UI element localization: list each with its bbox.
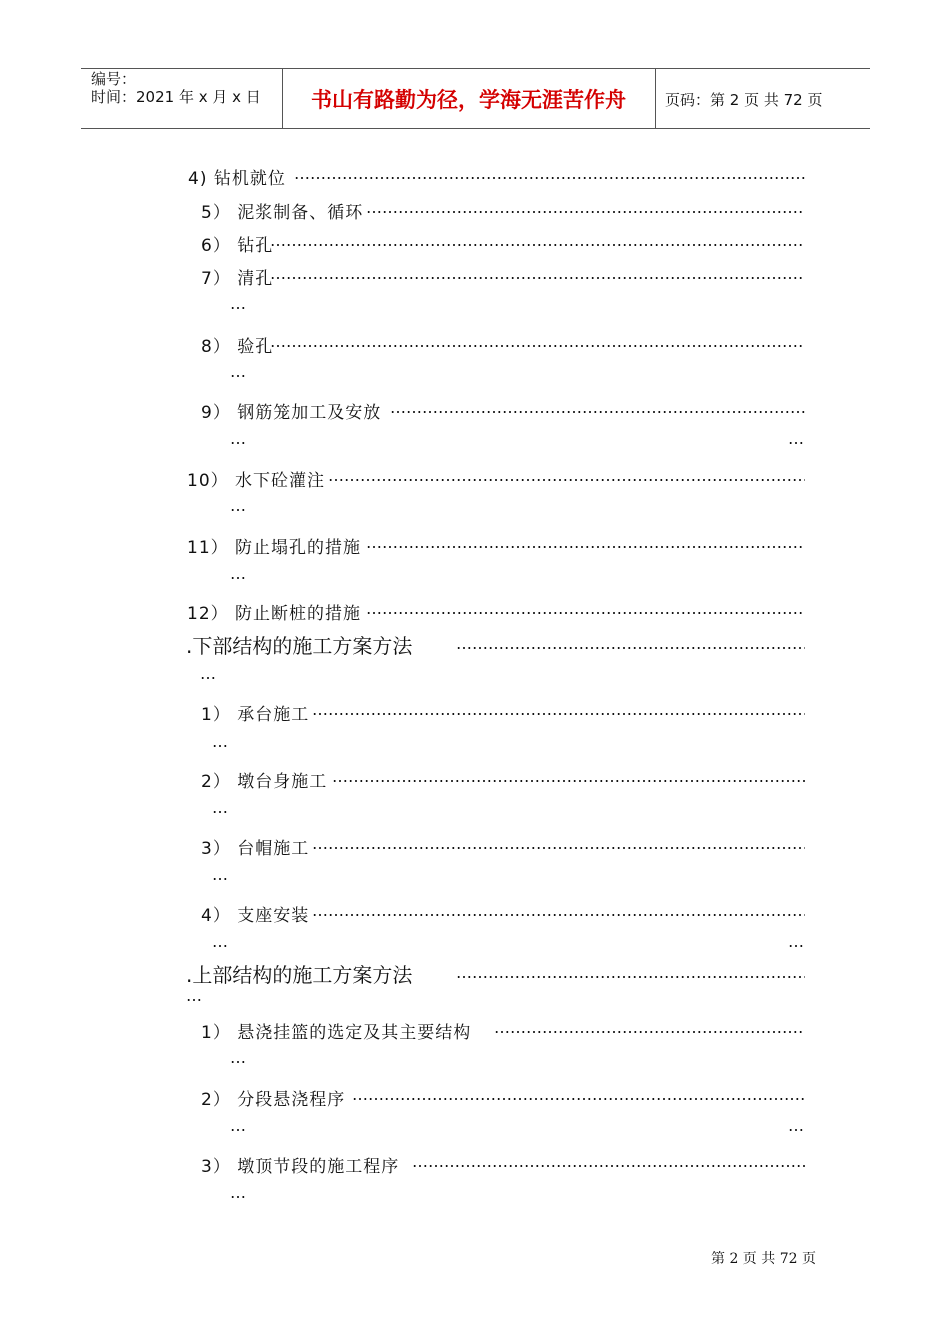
toc-continuation: … (230, 429, 246, 448)
toc-leader (270, 332, 805, 352)
toc-entry-label: 9） 钢筋笼加工及安放 (201, 403, 382, 423)
toc-entry-label: 10） 水下砼灌注 (187, 471, 326, 491)
toc-leader (494, 1018, 805, 1038)
toc-leader (412, 1152, 805, 1172)
toc-entry-label: 4) 钻机就位 (188, 169, 286, 189)
toc-continuation: … (212, 798, 228, 817)
toc-continuation: … (212, 732, 228, 751)
toc-continuation-right: … (788, 1116, 804, 1135)
toc-entry-label: 3） 台帽施工 (201, 839, 310, 859)
toc-continuation: … (230, 1116, 246, 1135)
toc-leader (456, 630, 805, 654)
toc-entry-label: 1） 承台施工 (201, 705, 310, 725)
toc-continuation: … (212, 932, 228, 951)
toc-entry-label: 8） 验孔 (201, 337, 274, 357)
number-label: 编号： (91, 70, 137, 88)
toc-section-label: .上部结构的施工方案方法 (186, 963, 413, 987)
toc-leader (366, 533, 805, 553)
toc-continuation: … (212, 865, 228, 884)
page-footer: 第 2 页 共 72 页 (711, 1251, 816, 1267)
toc-leader (312, 901, 805, 921)
toc-leader (270, 264, 805, 284)
toc-leader (390, 398, 805, 418)
toc-continuation: … (200, 664, 216, 683)
toc-continuation: … (186, 986, 202, 1005)
toc-leader (294, 164, 805, 184)
toc-leader (312, 834, 805, 854)
toc-entry-label: 2） 墩台身施工 (201, 772, 328, 792)
toc-continuation-right: … (788, 932, 804, 951)
header-divider (655, 68, 656, 128)
toc-leader (328, 466, 805, 486)
toc-continuation: … (230, 1183, 246, 1202)
toc-entry-label: 7） 清孔 (201, 269, 274, 289)
header-bottom-rule (81, 128, 870, 129)
toc-continuation-right: … (788, 429, 804, 448)
toc-leader (270, 231, 805, 251)
toc-leader (366, 599, 805, 619)
header-page-label: 页码：第 2 页 共 72 页 (665, 91, 823, 109)
toc-leader (366, 198, 805, 218)
toc-entry-label: 4） 支座安装 (201, 906, 310, 926)
toc-entry-label: 2） 分段悬浇程序 (201, 1090, 346, 1110)
toc-entry-label: 3） 墩顶节段的施工程序 (201, 1157, 400, 1177)
toc-leader (456, 959, 805, 983)
header-top-rule (81, 68, 870, 69)
toc-entry-label: 5） 泥浆制备、循环 (201, 203, 364, 223)
toc-continuation: … (230, 1048, 246, 1067)
header-meta (91, 70, 261, 106)
toc-continuation: … (230, 294, 246, 313)
toc-leader (352, 1085, 805, 1105)
toc-section-label: .下部结构的施工方案方法 (186, 634, 413, 658)
time-label: 时间：2021 年 x 月 x 日 (91, 88, 261, 106)
toc-continuation: … (230, 564, 246, 583)
toc-leader (332, 767, 805, 787)
toc-entry-label: 11） 防止塌孔的措施 (187, 538, 362, 558)
toc-continuation: … (230, 362, 246, 381)
header-motto: 书山有路勤为径，学海无涯苦作舟 (311, 87, 626, 112)
toc-continuation: … (230, 496, 246, 515)
toc-entry-label: 6） 钻孔 (201, 236, 274, 256)
toc-entry-label: 12） 防止断桩的措施 (187, 604, 362, 624)
toc-leader (312, 700, 805, 720)
toc-entry-label: 1） 悬浇挂篮的选定及其主要结构 (201, 1023, 472, 1043)
